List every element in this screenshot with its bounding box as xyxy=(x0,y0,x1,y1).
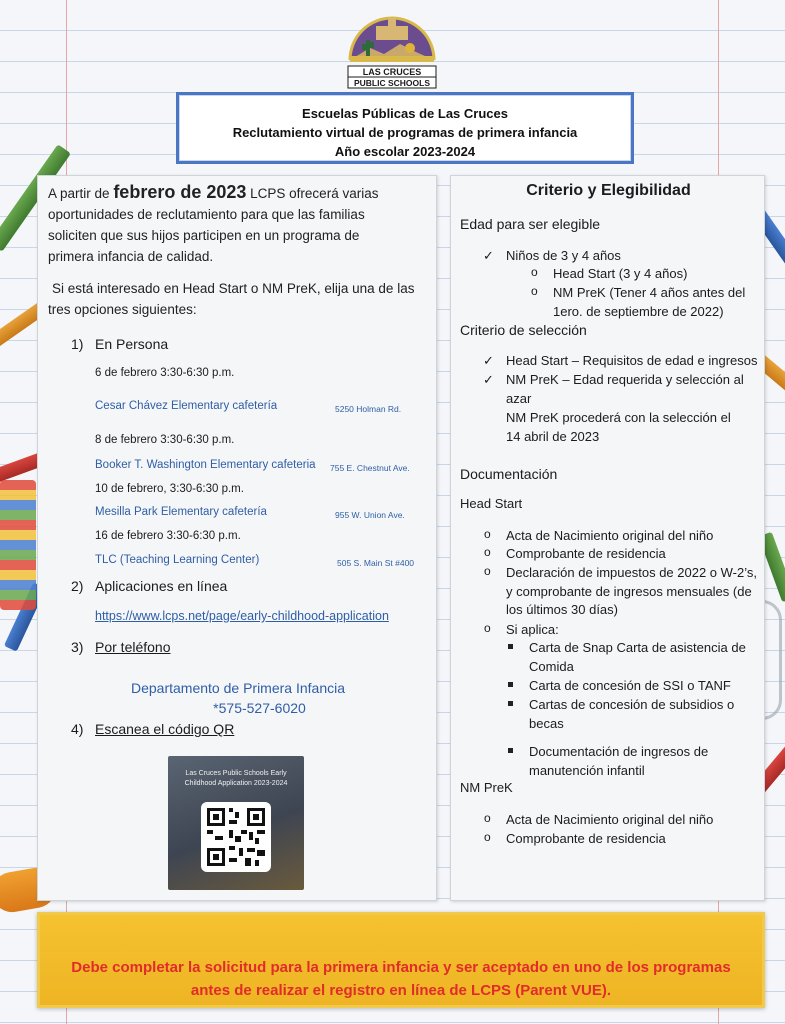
square-bullet-icon xyxy=(508,682,513,687)
school-logo-graphic xyxy=(344,8,440,94)
qr-code[interactable] xyxy=(201,802,271,872)
option1-number: 1) xyxy=(71,336,84,352)
choose-line1: Si está interesado en Head Start o NM PreK, elija una de las xyxy=(52,281,415,296)
event-date: 16 de febrero 3:30-6:30 p.m. xyxy=(95,530,241,542)
selection-heading: Criterio de selección xyxy=(460,322,587,338)
qr-caption-line2: Childhood Application 2023-2024 xyxy=(184,780,288,787)
intro-line2: oportunidades de reclutamiento para que las familias xyxy=(48,207,365,222)
option3-number: 3) xyxy=(71,639,84,655)
hs-item4: Si aplica: xyxy=(506,622,559,637)
event-place: Cesar Chávez Elementary cafetería xyxy=(95,400,278,412)
option3-label: Por teléfono xyxy=(95,639,171,655)
application-link[interactable]: https://www.lcps.net/page/early-childhood-application xyxy=(95,609,389,623)
event-place: TLC (Teaching Learning Center) xyxy=(95,554,260,566)
circle-bullet-icon: o xyxy=(531,265,538,279)
intro-line4: primera infancia de calidad. xyxy=(48,249,214,264)
intro-date: febrero de 2023 xyxy=(113,182,247,202)
sq-item4-line1: Documentación de ingresos de xyxy=(529,744,709,759)
qr-caption xyxy=(168,769,304,789)
hs-item3-line1: Declaración de impuestos de 2022 o W-2’s, xyxy=(506,565,757,580)
selection-item2-line4: 14 abril de 2023 xyxy=(506,429,600,444)
intro-rest: LCPS ofrecerá varias xyxy=(250,186,379,201)
circle-bullet-icon: o xyxy=(484,621,491,635)
criteria-heading: Criterio y Elegibilidad xyxy=(526,182,691,199)
option2-label: Aplicaciones en línea xyxy=(95,578,228,594)
selection-item2-line2: azar xyxy=(506,391,532,406)
intro-paragraph xyxy=(48,182,433,267)
pk-item1: Acta de Nacimiento original del niño xyxy=(506,812,714,827)
circle-bullet-icon: o xyxy=(484,527,491,541)
selection-item2-line1: NM PreK – Edad requerida y selección al xyxy=(506,372,744,387)
age-sub1: Head Start (3 y 4 años) xyxy=(553,266,688,281)
sq-item1-line2: Comida xyxy=(529,659,574,674)
title-line3: Año escolar 2023-2024 xyxy=(334,144,476,159)
department-phone[interactable]: *575-527-6020 xyxy=(213,700,306,716)
event-date: 10 de febrero, 3:30-6:30 p.m. xyxy=(95,483,244,495)
logo-line2: PUBLIC SCHOOLS xyxy=(353,78,431,88)
check-icon: ✓ xyxy=(483,353,494,368)
option2-number: 2) xyxy=(71,578,84,594)
sq-item1-line1: Carta de Snap Carta de asistencia de xyxy=(529,640,746,655)
title-line2: Reclutamiento virtual de programas de primera infancia xyxy=(232,125,578,140)
department-name: Departamento de Primera Infancia xyxy=(131,680,345,696)
circle-bullet-icon: o xyxy=(484,811,491,825)
abacus-decoration xyxy=(0,480,36,610)
documentation-heading: Documentación xyxy=(460,466,558,482)
hs-item2: Comprobante de residencia xyxy=(506,546,666,561)
nm-prek-heading: NM PreK xyxy=(460,780,513,795)
qr-caption-line1: Las Cruces Public Schools Early xyxy=(185,770,287,777)
choose-line2: tres opciones siguientes: xyxy=(48,302,197,317)
event-date: 6 de febrero 3:30-6:30 p.m. xyxy=(95,367,235,379)
event-address: 5250 Holman Rd. xyxy=(335,404,402,414)
right-panel xyxy=(450,175,765,901)
school-logo xyxy=(344,8,440,94)
circle-bullet-icon: o xyxy=(484,564,491,578)
option1-label: En Persona xyxy=(95,336,169,352)
notice-banner xyxy=(37,912,765,1008)
pk-item2: Comprobante de residencia xyxy=(506,831,666,846)
circle-bullet-icon: o xyxy=(484,830,491,844)
event-address: 955 W. Union Ave. xyxy=(335,510,405,520)
age-heading: Edad para ser elegible xyxy=(460,216,601,232)
title-box xyxy=(176,92,634,164)
title-line1: Escuelas Públicas de Las Cruces xyxy=(302,106,508,121)
intro-line3: soliciten que sus hijos participen en un programa de xyxy=(48,228,360,243)
head-start-heading: Head Start xyxy=(460,496,523,511)
circle-bullet-icon: o xyxy=(484,545,491,559)
event-date: 8 de febrero 3:30-6:30 p.m. xyxy=(95,434,235,446)
banner-line2: antes de realizar el registro en línea de LCPS (Parent VUE). xyxy=(190,982,612,999)
event-place: Booker T. Washington Elementary cafeteria xyxy=(95,459,316,471)
check-icon: ✓ xyxy=(483,372,494,387)
option4-number: 4) xyxy=(71,721,84,737)
check-icon: ✓ xyxy=(483,248,494,263)
hs-item3-line2: y comprobante de ingresos mensuales (de xyxy=(506,584,752,599)
logo-line1: LAS CRUCES xyxy=(362,67,422,77)
option4-label: Escanea el código QR xyxy=(95,721,235,737)
circle-bullet-icon: o xyxy=(531,284,538,298)
event-address: 505 S. Main St #400 xyxy=(337,558,415,568)
age-sub2-line1: NM PreK (Tener 4 años antes del xyxy=(553,285,746,300)
age-main: Niños de 3 y 4 años xyxy=(506,248,621,263)
choose-paragraph xyxy=(48,278,433,320)
qr-code-card[interactable] xyxy=(168,756,304,890)
selection-item2-line3: NM PreK procederá con la selección el xyxy=(506,410,731,425)
banner-line1: Debe completar la solicitud para la primera infancia y ser aceptado en uno de los programas xyxy=(71,959,731,976)
square-bullet-icon xyxy=(508,748,513,753)
square-bullet-icon xyxy=(508,644,513,649)
sq-item4-line2: manutención infantil xyxy=(529,763,645,778)
sq-item2: Carta de concesión de SSI o TANF xyxy=(529,678,731,693)
qr-code-icon xyxy=(201,802,271,872)
age-sub2-line2: 1ero. de septiembre de 2022) xyxy=(553,304,724,319)
hs-item3-line3: los últimos 30 días) xyxy=(506,602,618,617)
event-address: 755 E. Chestnut Ave. xyxy=(330,463,410,473)
intro-prefix: A partir de xyxy=(48,186,110,201)
sq-item3-line1: Cartas de concesión de subsidios o xyxy=(529,697,735,712)
hs-item1: Acta de Nacimiento original del niño xyxy=(506,528,714,543)
selection-item1: Head Start – Requisitos de edad e ingresos xyxy=(506,353,758,368)
square-bullet-icon xyxy=(508,701,513,706)
sq-item3-line2: becas xyxy=(529,716,564,731)
event-place: Mesilla Park Elementary cafetería xyxy=(95,506,267,518)
